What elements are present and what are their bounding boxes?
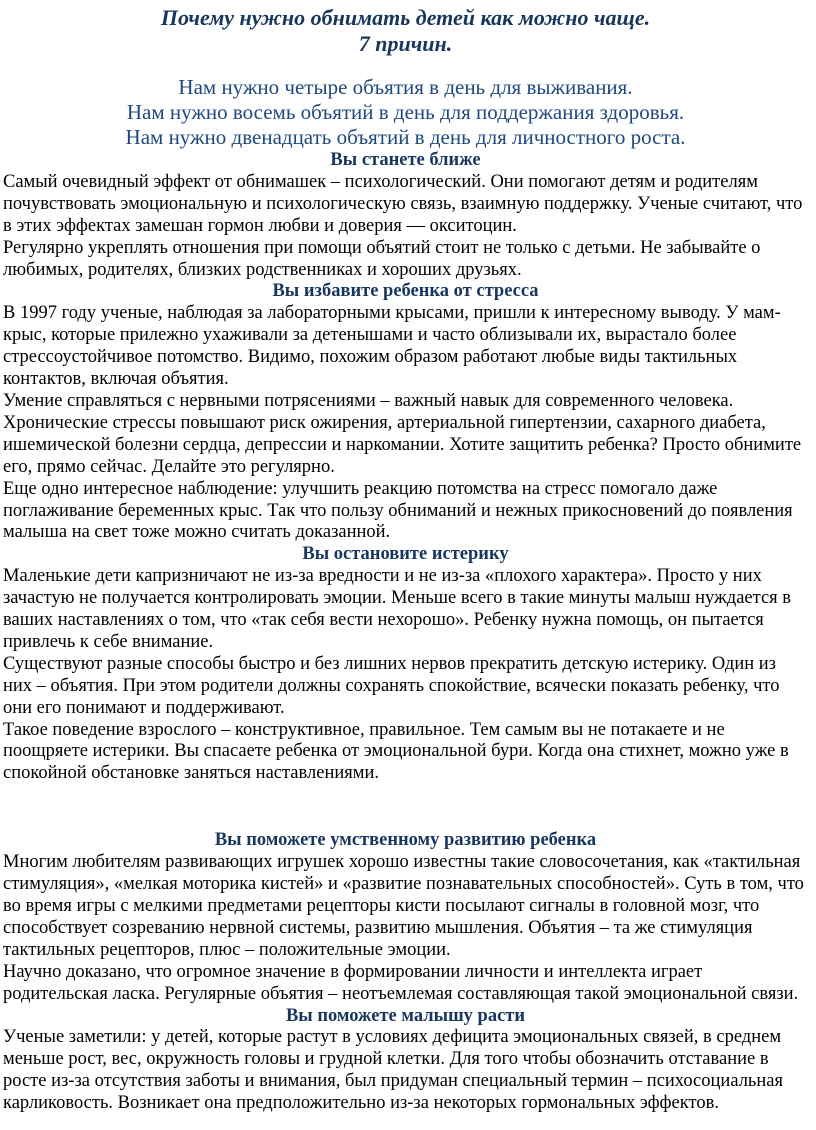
intro-line-2: Нам нужно восемь объятий в день для поддержания здоровья.	[126, 100, 685, 124]
body-paragraph: Такое поведение взрослого – конструктивное, правильное. Тем самым вы не потакаете и не поощряете истерики. Вы спасаете ребенка от эмоциональной бури. Когда она стихнет, можно уже в спокойной обстановке заняться наставлениями.	[3, 719, 789, 784]
section-heading: Вы поможете малышу расти	[285, 1005, 526, 1026]
body-paragraph: Еще одно интересное наблюдение: улучшить реакцию потомства на стресс помогало даже поглаживание беременных крыс. Так что пользу обниманий и нежных прикосновений до появления малыша на свет тоже можно считать доказанной.	[3, 478, 793, 543]
section-heading: Вы станете ближе	[330, 150, 481, 170]
document-title	[3, 5, 808, 57]
blank-space	[3, 785, 808, 830]
body-paragraph: Самый очевидный эффект от обнимашек – психологический. Они помогают детям и родителям почувствовать эмоциональную и психологическую связь, взаимную поддержку. Ученые считают, что в этих эффектах замешан гормон любви и доверия — окситоцин.	[3, 171, 803, 236]
body-paragraph: Ученые заметили: у детей, которые растут в условиях дефицита эмоциональных связей, в среднем меньше рост, вес, окружность головы и грудной клетки. Для того чтобы обозначить отставание в росте из-за отсутствия заботы и внимания, был придуман специальный термин – психосоциальная карликовость. Возникает она предположительно из-за некоторых гормональных эффектов.	[3, 1027, 783, 1114]
body-paragraph: Умение справляться с нервными потрясениями – важный навык для современного человека. Хронические стрессы повышают риск ожирения, артериальной гипертензии, сахарного диабета, ишемической болезни сердца, депрессии и наркомании. Хотите защитить ребенка? Просто обнимите его, прямо сейчас. Делайте это регулярно.	[3, 390, 802, 477]
blank-line	[3, 57, 808, 75]
body-paragraph: Многим любителям развивающих игрушек хорошо известны такие словосочетания, как «тактильная стимуляция», «мелкая моторика кистей» и «развитие познавательных способностей». Суть в том, что во время игры с мелкими предметами рецепторы кисти посылают сигналы в головной мозг, что способствует созреванию нервной системы, развитию мышления. Объятия – та же стимуляция тактильных рецепторов, плюс – положительные эмоции.	[3, 852, 804, 960]
body-paragraph: Регулярно укреплять отношения при помощи объятий стоит не только с детьми. Не забывайте о любимых, родителях, близких родственниках и хороших друзьях.	[3, 237, 761, 280]
intro-quote	[3, 75, 808, 150]
section-heading: Вы избавите ребенка от стресса	[272, 281, 539, 302]
body-paragraph: Существуют разные способы быстро и без лишних нервов прекратить детскую истерику. Один из них – объятия. При этом родители должны сохранять спокойствие, всячески показать ребенку, что они его понимают и поддерживают.	[3, 653, 780, 718]
section-heading: Вы поможете умственному развитию ребенка	[214, 830, 597, 851]
section-heading: Вы остановите истерику	[302, 544, 509, 565]
title-line-2: 7 причин.	[358, 31, 453, 56]
body-paragraph: В 1997 году ученые, наблюдая за лабораторными крысами, пришли к интересному выводу. У мам-крыс, которые прилежно ухаживали за детенышами и часто облизывали их, вырастало более стрессоустойчивое потомство. Видимо, похожим образом работают любые виды тактильных контактов, включая объятия.	[3, 303, 781, 390]
intro-line-3: Нам нужно двенадцать объятий в день для личностного роста.	[125, 125, 686, 149]
intro-line-1: Нам нужно четыре объятия в день для выживания.	[178, 75, 633, 99]
title-line-1: Почему нужно обнимать детей как можно чаще.	[160, 5, 651, 30]
document-sections	[3, 150, 808, 1115]
body-paragraph: Научно доказано, что огромное значение в формировании личности и интеллекта играет родительская ласка. Регулярные объятия – неотъемлемая составляющая такой эмоциональной связи.	[3, 961, 799, 1004]
body-paragraph: Маленькие дети капризничают не из-за вредности и не из-за «плохого характера». Просто у них зачастую не получается контролировать эмоции. Меньше всего в такие минуты малыш нуждается в ваших наставлениях о том, что «так себя вести нехорошо». Ребенку нужна помощь, он пытается привлечь к себе внимание.	[3, 566, 792, 652]
